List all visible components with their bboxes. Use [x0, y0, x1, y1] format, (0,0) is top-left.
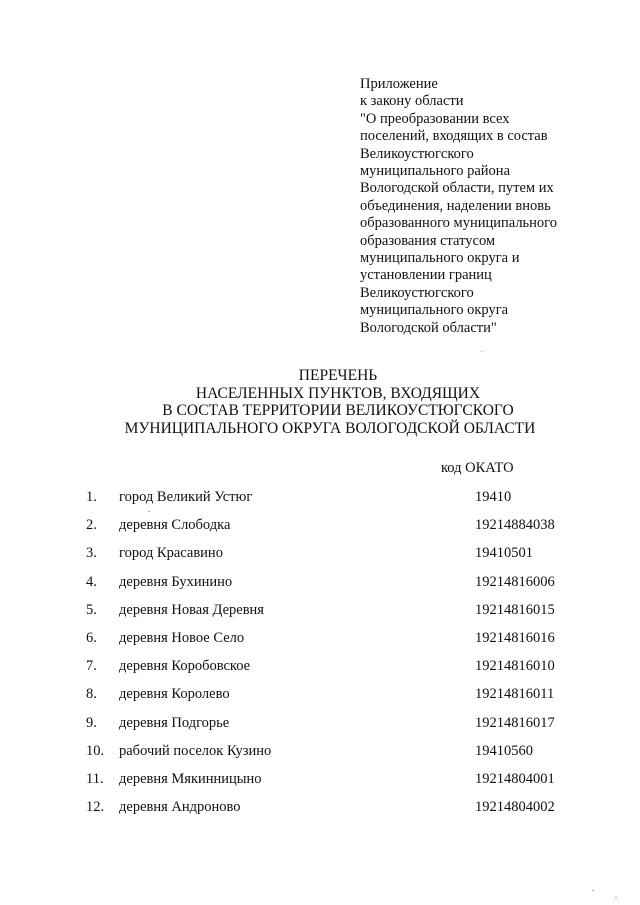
appendix-line: Великоустюгского [360, 145, 474, 162]
settlement-name: деревня Королево [119, 686, 230, 703]
settlements-list [0, 487, 640, 825]
item-number: 3. [86, 545, 97, 562]
item-number: 10. [86, 742, 105, 759]
item-number: 8. [86, 686, 97, 703]
appendix-line: муниципального округа [360, 302, 509, 319]
scan-speck [592, 890, 594, 891]
title-line: В СОСТАВ ТЕРРИТОРИИ ВЕЛИКОУСТЮГСКОГО [162, 402, 514, 419]
item-number: 1. [86, 489, 97, 505]
list-item [0, 656, 640, 684]
okato-code: 19214816016 [475, 629, 555, 646]
list-item [0, 572, 640, 600]
title-line: НАСЕЛЕННЫХ ПУНКТОВ, ВХОДЯЩИХ [195, 384, 481, 402]
item-number: 11. [86, 770, 104, 787]
list-item [0, 684, 640, 712]
appendix-note [360, 76, 590, 337]
appendix-line: образования статусом [360, 232, 496, 249]
appendix-line: Приложение [360, 76, 438, 92]
document-title [0, 367, 640, 437]
okato-code: 19214816010 [475, 658, 555, 675]
list-item [0, 797, 640, 825]
okato-code: 19214816006 [475, 573, 555, 590]
okato-column-header: код ОКАТО [441, 460, 514, 476]
scan-speck [615, 897, 617, 898]
list-item [0, 515, 640, 543]
item-number: 9. [86, 714, 97, 731]
settlement-name: деревня Новое Село [119, 629, 245, 646]
item-number: 4. [86, 573, 97, 590]
settlement-name: деревня Мякинницыно [119, 770, 262, 787]
appendix-line: к закону области [360, 93, 464, 110]
appendix-line: Великоустюгского [360, 284, 474, 301]
settlement-name: деревня Новая Деревня [119, 601, 264, 618]
appendix-line: муниципального округа и [360, 250, 520, 267]
list-item [0, 713, 640, 741]
list-item [0, 600, 640, 628]
okato-code: 19410 [475, 489, 512, 505]
appendix-line: образованного муниципального [360, 215, 558, 232]
okato-code: 19214804001 [475, 770, 555, 787]
item-number: 7. [86, 658, 97, 675]
appendix-line: Вологодской области, путем их [360, 180, 554, 197]
settlement-name: деревня Слободка [119, 517, 231, 534]
list-item [0, 487, 640, 515]
list-item [0, 543, 640, 571]
list-item [0, 741, 640, 769]
appendix-line: поселений, входящих в состав [360, 128, 548, 145]
okato-code: 19214884038 [475, 517, 555, 534]
settlement-name: деревня Коробовское [119, 658, 251, 675]
scan-speck [148, 511, 150, 512]
title-line: МУНИЦИПАЛЬНОГО ОКРУГА ВОЛОГОДСКОЙ ОБЛАСТИ [124, 419, 536, 437]
appendix-line: "О преобразовании всех [360, 110, 510, 127]
item-number: 5. [86, 601, 97, 618]
item-number: 2. [86, 517, 97, 534]
list-item [0, 769, 640, 797]
settlement-name: город Красавино [119, 545, 223, 562]
settlement-name: город Великий Устюг [119, 489, 253, 505]
appendix-line: объединения, наделении вновь [360, 197, 551, 214]
appendix-line: Вологодской области" [360, 319, 497, 336]
appendix-line: муниципального района [360, 163, 510, 180]
okato-code: 19410501 [475, 545, 533, 562]
title-line: ПЕРЕЧЕНЬ [298, 367, 378, 384]
settlement-name: деревня Бухинино [119, 573, 233, 590]
settlement-name: деревня Подгорье [119, 714, 230, 731]
list-item [0, 628, 640, 656]
appendix-line: установлении границ [360, 267, 492, 284]
okato-code: 19214816011 [475, 686, 555, 703]
okato-code: 19214804002 [475, 799, 555, 816]
okato-code: 19410560 [475, 742, 533, 759]
okato-code: 19214816015 [475, 601, 555, 618]
okato-code: 19214816017 [475, 714, 555, 731]
settlement-name: деревня Андроново [119, 799, 241, 816]
settlement-name: рабочий поселок Кузино [119, 742, 272, 759]
scan-speck [481, 351, 482, 352]
item-number: 12. [86, 799, 105, 816]
item-number: 6. [86, 629, 97, 646]
